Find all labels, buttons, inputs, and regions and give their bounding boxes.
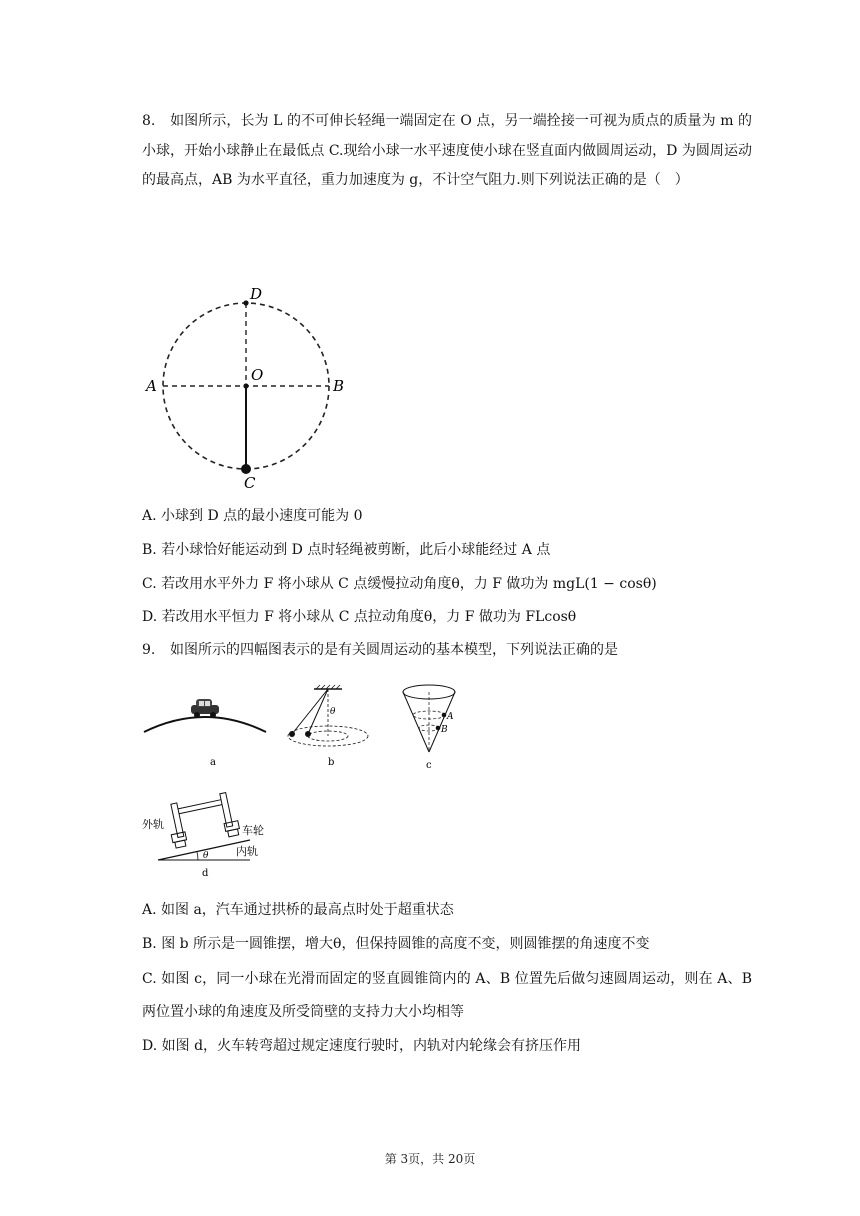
car-icon [191, 699, 219, 718]
q9-option-a: A. 如图 a，汽车通过拱桥的最高点时处于超重状态 [142, 902, 454, 918]
label-d-caption: d [202, 868, 209, 879]
question-8-text: 如图所示，长为 L 的不可伸长轻绳一端固定在 O 点，另一端拴接一可视为质点的质量为 m 的小球，开始小球静止在最低点 C.现给小球一水平速度使小球在竖直面内做圆周运动，D 为圆周运动的最高点，AB 为水平直径，重力加速度为 g，不计空气阻力.则下列说法正确的是（ ） [142, 113, 752, 189]
figure-d-banked-track [140, 790, 275, 882]
label-a: A [146, 377, 157, 395]
question-9-stem [142, 640, 618, 660]
q8-option-a: A. 小球到 D 点的最小速度可能为 0 [142, 508, 363, 524]
label-a-caption: a [210, 757, 216, 768]
label-b: B [333, 377, 345, 395]
label-theta-b: θ [330, 707, 336, 717]
bob-1 [289, 731, 295, 737]
label-wheel: 车轮 [242, 824, 264, 837]
q9-option-c: C. 如图 c，同一小球在光滑而固定的竖直圆锥筒内的 A、B 位置先后做匀速圆周运动，则在 A、B 两位置小球的角速度及所受筒壁的支持力大小均相等 [142, 971, 752, 1020]
circle-motion-figure [140, 282, 350, 492]
label-o: O [251, 366, 264, 384]
figure-a-arch-bridge [140, 690, 270, 770]
label-d: D [250, 285, 263, 303]
label-cone-a: A [447, 712, 454, 722]
ball-b [436, 726, 441, 731]
page-footer: 第 3页，共 20页 [384, 1152, 476, 1166]
cone-right-side [429, 692, 455, 752]
label-c: C [244, 474, 256, 492]
question-8-stem [142, 107, 752, 196]
q9-option-b: B. 图 b 所示是一圆锥摆，增大θ，但保持圆锥的高度不变，则圆锥摆的角速度不变 [142, 936, 650, 952]
label-cone-b: B [441, 725, 448, 735]
q8-option-b: B. 若小球恰好能运动到 D 点时轻绳被剪断，此后小球能经过 A 点 [142, 542, 551, 558]
question-9-number: 9. [142, 642, 156, 658]
q8-option-d: D. 若改用水平恒力 F 将小球从 C 点拉动角度θ，力 F 做功为 FLcosθ [142, 609, 577, 625]
q9-option-d: D. 如图 d，火车转弯超过规定速度行驶时，内轨对内轮缘会有挤压作用 [142, 1038, 582, 1054]
arch-bridge [144, 717, 266, 732]
label-c-caption: c [426, 760, 432, 771]
label-theta-d: θ [203, 851, 209, 861]
ball-a [442, 713, 447, 718]
theta-arc [197, 852, 198, 860]
figure-b-conical-pendulum [282, 684, 382, 770]
question-8-number: 8. [142, 113, 156, 129]
question-9-text: 如图所示的四幅图表示的是有关圆周运动的基本模型，下列说法正确的是 [170, 642, 618, 658]
label-outer-rail: 外轨 [142, 818, 164, 831]
q8-option-c: C. 若改用水平外力 F 将小球从 C 点缓慢拉动角度θ，力 F 做功为 mgL(1 − cosθ) [142, 576, 657, 592]
wheel-assembly [165, 791, 241, 848]
point-d-dot [243, 300, 248, 305]
cone-left-side [403, 692, 429, 752]
figure-c-cone [398, 682, 468, 772]
ball [241, 464, 251, 474]
label-b-caption: b [328, 757, 335, 768]
point-o-dot [243, 383, 248, 388]
label-inner-rail: 内轨 [236, 845, 258, 858]
bob-2 [305, 731, 311, 737]
